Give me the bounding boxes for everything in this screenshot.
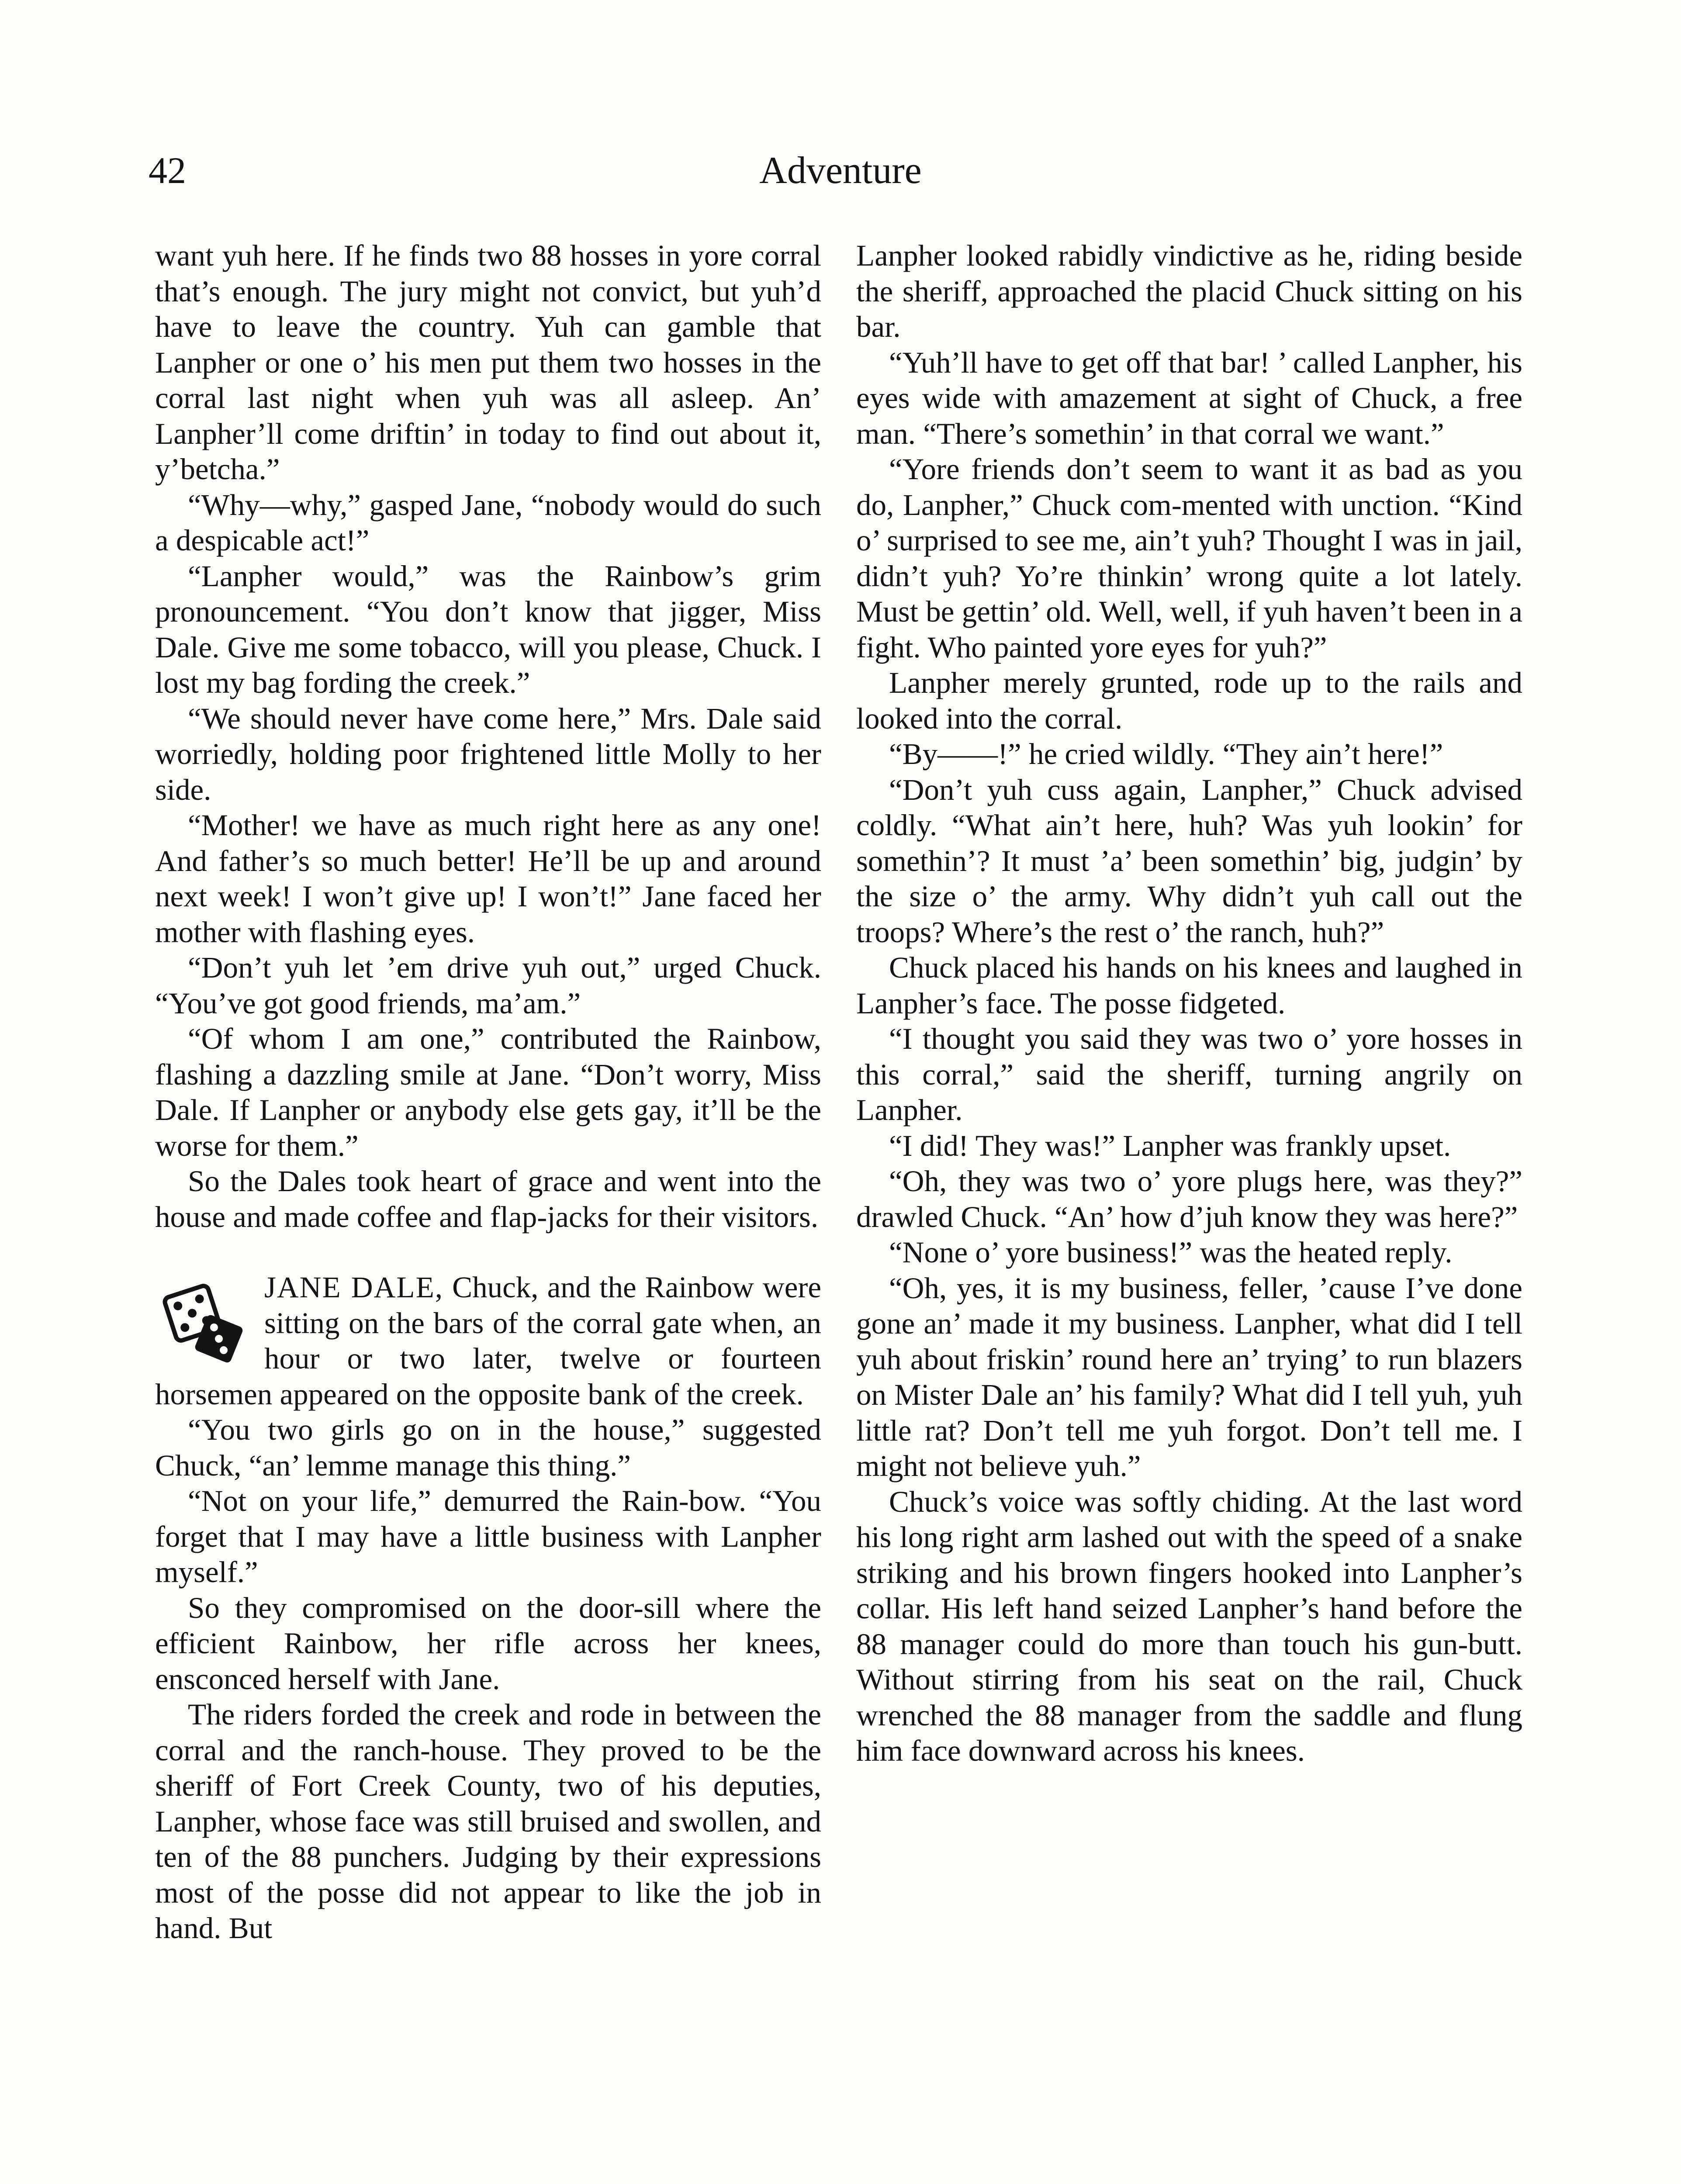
paragraph: Chuck’s voice was softly chiding. At the last word his long right arm lashed out with the speed of a snake striking and his brown fingers hooked into Lanpher’s collar. His left hand seized Lanpher’s hand before the 88 manager could do more than touch his gun-butt. Without stirring from his seat on the rail, Chuck wrenched the 88 manager from the saddle and flung him face downward across his knees. xyxy=(856,1485,1522,1767)
paragraph: “Don’t yuh cuss again, Lanpher,” Chuck advised coldly. “What ain’t here, huh? Was yuh lookin’ for somethin’? It must ’a’ been somethin’ big, judgin’ by the size o’ the army. Why didn’t yuh call out the troops? Where’s the rest o’ the ranch, huh?” xyxy=(856,773,1522,949)
paragraph: “Of whom I am one,” contributed the Rainbow, flashing a dazzling smile at Jane. “Don’t worry, Miss Dale. If Lanpher or anybody else gets gay, it’ll be the worse for them.” xyxy=(155,1022,821,1162)
paragraph: “Yuh’ll have to get off that bar! ’ called Lanpher, his eyes wide with amazement at sight of Chuck, a free man. “There’s somethin’ in that corral we want.” xyxy=(856,346,1522,450)
right-column xyxy=(856,238,1522,1769)
paragraph: “Not on your life,” demurred the Rain-bow. “You forget that I may have a little business with Lanpher myself.” xyxy=(155,1484,821,1589)
paragraph: “Yore friends don’t seem to want it as bad as you do, Lanpher,” Chuck com-mented with unction. “Kind o’ surprised to see me, ain’t yuh? Thought I was in jail, didn’t yuh? Yo’re thinkin’ wrong quite a lot lately. Must be gettin’ old. Well, well, if yuh haven’t been in a fight. Who painted yore eyes for yuh?” xyxy=(856,453,1522,664)
paragraph: Lanpher looked rabidly vindictive as he, riding beside the sheriff, approached the placid Chuck sitting on his bar. xyxy=(856,239,1522,343)
paragraph: “We should never have come here,” Mrs. Dale said worriedly, holding poor frightened little Molly to her side. xyxy=(155,702,821,806)
paragraph: “By——!” he cried wildly. “They ain’t here!” xyxy=(889,737,1443,771)
dice-ornament-icon xyxy=(159,1278,247,1365)
paragraph: “Oh, yes, it is my business, feller, ’cause I’ve done gone an’ made it my business. Lanpher, what did I tell yuh about friskin’ round here an’ trying’ to run blazers on Mister Dale an’ his family? What did I tell yuh, yuh little rat? Don’t tell me yuh forgot. Don’t tell me. I might not believe yuh.” xyxy=(856,1271,1522,1482)
section-lead-rest: Chuck, and the Rainbow were sitting on the bars of the corral gate when, an hour or two later, twelve or fourteen horsemen appeared on the opposite bank of the creek. xyxy=(155,1271,821,1411)
paragraph: “Oh, they was two o’ yore plugs here, was they?” drawled Chuck. “An’ how d’juh know they was here?” xyxy=(856,1165,1522,1234)
paragraph: want yuh here. If he finds two 88 hosses in yore corral that’s enough. The jury might not convict, but yuh’d have to leave the country. Yuh can gamble that Lanpher or one o’ his men put them two hosses in the corral last night when yuh was all asleep. An’ Lanpher’ll come driftin’ in today to find out about it, y’betcha.” xyxy=(155,239,821,486)
paragraph: “I did! They was!” Lanpher was frankly upset. xyxy=(889,1129,1451,1162)
page-number: 42 xyxy=(149,149,186,191)
left-column xyxy=(155,238,821,1946)
section-opening xyxy=(155,1270,821,1412)
section-break xyxy=(155,1235,821,1270)
paragraph: The riders forded the creek and rode in between the corral and the ranch-house. They proved to be the sheriff of Fort Creek County, two of his deputies, Lanpher, whose face was still bruised and swollen, and ten of the 88 punchers. Judging by their expressions most of the posse did not appear to like the job in hand. But xyxy=(155,1698,821,1945)
paragraph: Chuck placed his hands on his knees and laughed in Lanpher’s face. The posse fidgeted. xyxy=(856,951,1522,1020)
paragraph: “Don’t yuh let ’em drive yuh out,” urged Chuck. “You’ve got good friends, ma’am.” xyxy=(155,951,821,1020)
section-lead: JANE DALE, xyxy=(264,1271,443,1304)
paragraph: “Lanpher would,” was the Rainbow’s grim pronouncement. “You don’t know that jigger, Miss Dale. Give me some tobacco, will you please, Chuck. I lost my bag fording the creek.” xyxy=(155,559,821,699)
paragraph: So the Dales took heart of grace and went into the house and made coffee and flap-jacks for their visitors. xyxy=(155,1165,821,1234)
paragraph: “Mother! we have as much right here as any one! And father’s so much better! He’ll be up and around next week! I won’t give up! I won’t!” Jane faced her mother with flashing eyes. xyxy=(155,809,821,949)
paragraph: “Why—why,” gasped Jane, “nobody would do such a despicable act!” xyxy=(155,488,821,557)
paragraph: Lanpher merely grunted, rode up to the rails and looked into the corral. xyxy=(856,666,1522,735)
page-header xyxy=(0,149,1681,210)
section-first-paragraph xyxy=(155,1270,821,1412)
paragraph: “You two girls go on in the house,” suggested Chuck, “an’ lemme manage this thing.” xyxy=(155,1413,821,1482)
paragraph: “None o’ yore business!” was the heated reply. xyxy=(889,1236,1453,1269)
paragraph: So they compromised on the door-sill where the efficient Rainbow, her rifle across her knees, ensconced herself with Jane. xyxy=(155,1591,821,1696)
paragraph: “I thought you said they was two o’ yore hosses in this corral,” said the sheriff, turning angrily on Lanpher. xyxy=(856,1022,1522,1127)
running-title: Adventure xyxy=(759,149,922,192)
